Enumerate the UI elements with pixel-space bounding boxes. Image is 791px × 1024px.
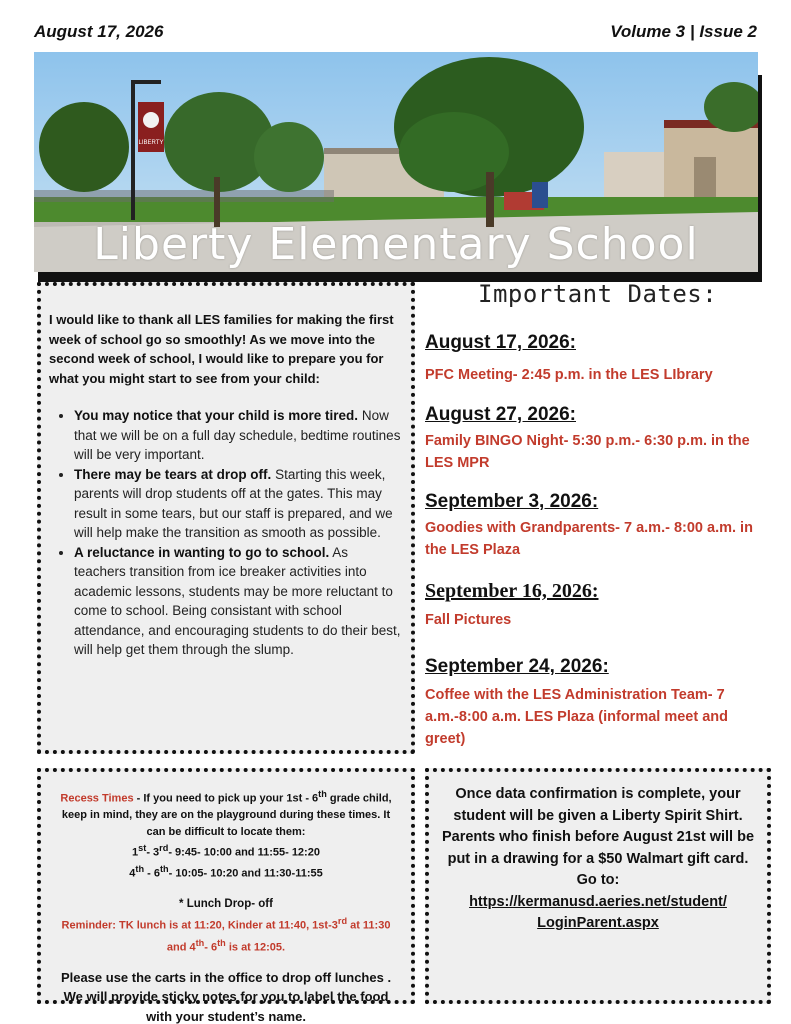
letter-points <box>49 406 403 660</box>
letter-point <box>74 406 403 465</box>
point-text: Now that we will be on a full day schedule, bedtime routines will be very important. <box>74 408 401 462</box>
school-title: Liberty Elementary School <box>93 219 699 270</box>
date-heading: August 17, 2026: <box>425 332 576 353</box>
letter-intro: I would like to thank all LES families for making the first week of school go so smoothly! As we move into the second week of school, I would like to prepare you for what you might start to see from your child: <box>49 312 394 386</box>
date-heading: September 16, 2026: <box>425 580 599 602</box>
point-heading: You may notice that your child is more tired. <box>74 408 359 423</box>
letter-point <box>74 543 403 660</box>
date-description: Goodies with Grandparents- 7 a.m.- 8:00 a.m. in the LES Plaza <box>425 520 753 558</box>
date-entry <box>425 656 755 750</box>
date-entry <box>425 580 755 631</box>
letter-point <box>74 465 403 543</box>
important-dates-title: Important Dates: <box>478 280 718 308</box>
principal-letter-box <box>37 282 415 754</box>
superscript: th <box>217 937 226 948</box>
superscript: th <box>135 864 145 875</box>
lamp-banner-text: LIBERTY <box>138 140 164 146</box>
superscript: rd <box>159 843 169 854</box>
recess-text: - If you need to pick up your 1st - 6 <box>133 792 319 805</box>
point-heading: A reluctance in wanting to go to school. <box>74 544 330 560</box>
recess-times-grades-1-3 <box>53 840 399 861</box>
recess-time: - 10:05- 10:20 and 11:30-11:55 <box>168 867 323 880</box>
lunch-dropoff-title: * Lunch Drop- off <box>179 898 273 911</box>
date-description: PFC Meeting- 2:45 p.m. in the LES LIbrary <box>425 367 713 383</box>
parent-portal-link[interactable]: https://kermanusd.aeries.net/student/ LoginParent.aspx <box>469 893 727 931</box>
grade-num: - 3 <box>146 846 160 859</box>
point-text: Starting this week, parents will drop students off at the gates. This may result in some tears, but our staff is prepared, and we will help make the transition as smooth as possible. <box>74 466 393 540</box>
date-entry <box>425 332 755 386</box>
lunch-reminder <box>53 913 399 955</box>
date-entry <box>425 491 755 561</box>
lunch-carts-note: Please use the carts in the office to drop off lunches . We will provide sticky notes for you to label the food with your student’s name. <box>60 969 392 1024</box>
reminder-text: - 6 <box>204 941 218 954</box>
school-banner-photo <box>34 52 758 272</box>
point-heading: There may be tears at drop off. <box>74 466 272 482</box>
superscript: th <box>159 864 169 875</box>
reminder-text: at 11:30 and 4 <box>166 920 391 954</box>
date-entry <box>425 404 755 474</box>
date-description: Family BINGO Night- 5:30 p.m.- 6:30 p.m. in the LES MPR <box>425 433 750 471</box>
date-heading: September 24, 2026: <box>425 656 609 677</box>
reminder-text: is at 12:05. <box>225 941 286 954</box>
spirit-shirt-box <box>425 768 771 1004</box>
date-heading: August 27, 2026: <box>425 404 576 425</box>
recess-times-grades-4-6 <box>53 861 399 882</box>
superscript: st <box>138 843 147 854</box>
grade-num: 1 <box>132 846 139 859</box>
issue-date: August 17, 2026 <box>34 22 164 41</box>
recess-text: grade child, keep in mind, they are on the playground during these times. It can be difficult to locate them: <box>61 792 392 838</box>
date-description: Fall Pictures <box>425 612 512 628</box>
reminder-text: Reminder: TK lunch is at 11:20, Kinder at 11:40, 1st-3 <box>61 920 338 933</box>
date-description: Coffee with the LES Administration Team- 7 a.m.-8:00 a.m. LES Plaza (informal meet and greet) <box>425 687 728 747</box>
recess-times-box <box>37 768 415 1024</box>
grade-num: 4 <box>129 867 136 880</box>
superscript: th <box>195 937 205 948</box>
superscript: rd <box>337 916 348 927</box>
grade-num: - 6 <box>144 867 160 880</box>
spirit-shirt-info: Once data confirmation is complete, your student will be given a Liberty Spirit Shirt. Parents who finish before August 21st will be put in a drawing for a $50 Walmart gift card. Go to: <box>441 786 755 888</box>
date-heading: September 3, 2026: <box>425 491 599 512</box>
point-text: As teachers transition from ice breaker activities into academic lessons, students may be more reluctant to come to school. Being consistant with school attendance, and encouraging students to do their best, will help get them through the slump. <box>74 544 401 657</box>
volume-issue: Volume 3 | Issue 2 <box>610 22 757 41</box>
recess-time: - 9:45- 10:00 and 11:55- 12:20 <box>168 846 320 859</box>
recess-label: Recess Times <box>60 792 134 805</box>
superscript: th <box>318 789 327 799</box>
recess-info <box>53 786 399 840</box>
